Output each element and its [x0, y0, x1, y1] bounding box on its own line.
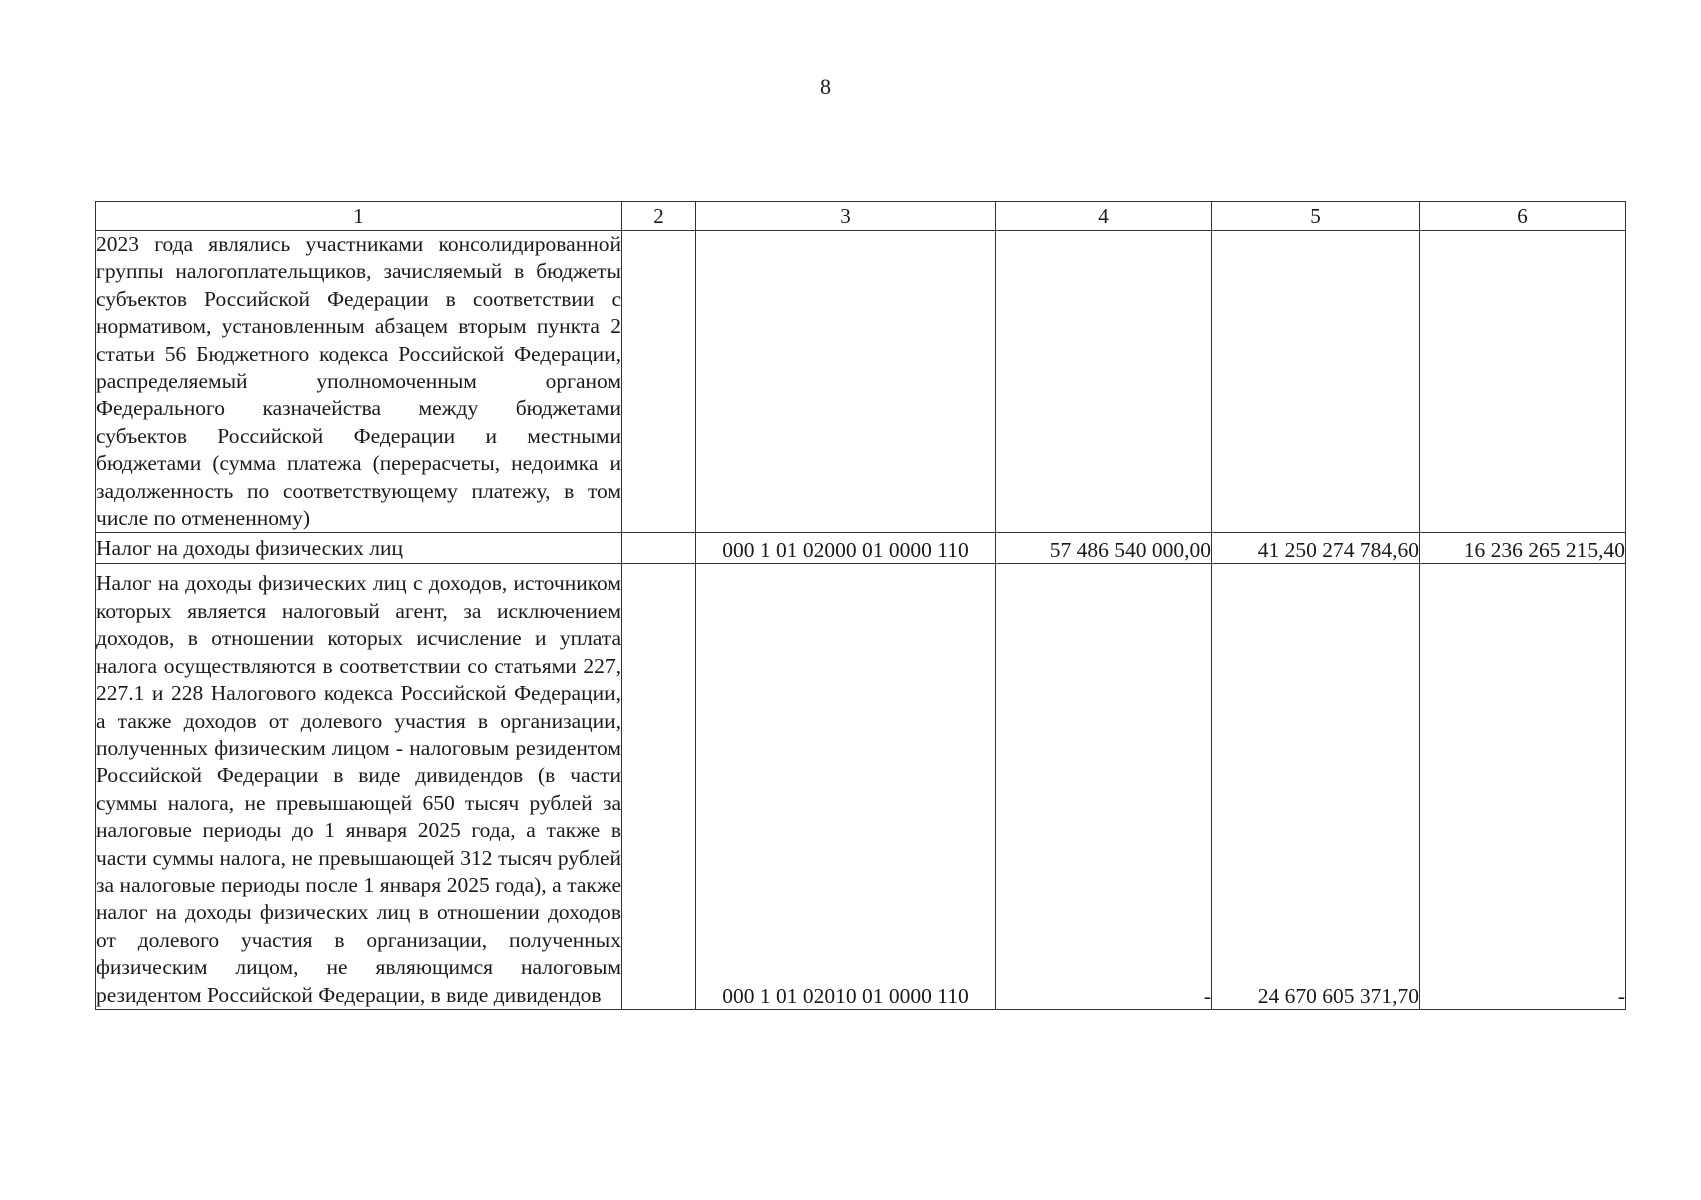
row-budget-code: 000 1 01 02010 01 0000 110 — [696, 564, 996, 1010]
table-row — [96, 564, 1626, 1010]
budget-table — [95, 201, 1626, 1010]
row-amount-col6: - — [1420, 564, 1626, 1010]
row-description: Налог на доходы физических лиц — [96, 533, 622, 564]
row-amount-col5 — [1212, 231, 1420, 533]
column-number-2: 2 — [622, 202, 696, 231]
column-number-1: 1 — [96, 202, 622, 231]
row-col2 — [622, 231, 696, 533]
row-budget-code — [696, 231, 996, 533]
row-amount-col4: - — [996, 564, 1212, 1010]
row-amount-col5: 41 250 274 784,60 — [1212, 533, 1420, 564]
row-amount-col4 — [996, 231, 1212, 533]
table-row — [96, 533, 1626, 564]
row-amount-col6: 16 236 265 215,40 — [1420, 533, 1626, 564]
row-budget-code: 000 1 01 02000 01 0000 110 — [696, 533, 996, 564]
row-amount-col6 — [1420, 231, 1626, 533]
column-number-3: 3 — [696, 202, 996, 231]
table-row — [96, 231, 1626, 533]
row-amount-col4: 57 486 540 000,00 — [996, 533, 1212, 564]
row-col2 — [622, 564, 696, 1010]
page-number: 8 — [820, 74, 831, 99]
column-number-row — [96, 202, 1626, 231]
row-description: 2023 года являлись участниками консолидированной группы налогоплательщиков, зачисляемый в бюджеты субъектов Российской Федерации в соответствии с нормативом, установленным абзацем вторым пункта 2 статьи 56 Бюджетного кодекса Российской Федерации, распределяемый уполномоченным органом Федерального казначейства между бюджетами субъектов Российской Федерации и местными бюджетами (сумма платежа (перерасчеты, недоимка и задолженность по соответствующему платежу, в том числе по отмененному) — [96, 231, 622, 533]
column-number-4: 4 — [996, 202, 1212, 231]
column-number-6: 6 — [1420, 202, 1626, 231]
row-amount-col5: 24 670 605 371,70 — [1212, 564, 1420, 1010]
row-description: Налог на доходы физических лиц с доходов, источником которых является налоговый агент, за исключением доходов, в отношении которых исчисление и уплата налога осуществляются в соответствии со статьями 227, 227.1 и 228 Налогового кодекса Российской Федерации, а также доходов от долевого участия в организации, полученных физическим лицом - налоговым резидентом Российской Федерации в виде дивидендов (в части суммы налога, не превышающей 650 тысяч рублей за налоговые периоды до 1 января 2025 года, а также в части суммы налога, не превышающей 312 тысяч рублей за налоговые периоды после 1 января 2025 года), а также налог на доходы физических лиц в отношении доходов от долевого участия в организации, полученных физическим лицом, не являющимся налоговым резидентом Российской Федерации, в виде дивидендов — [96, 564, 622, 1010]
row-col2 — [622, 533, 696, 564]
column-number-5: 5 — [1212, 202, 1420, 231]
